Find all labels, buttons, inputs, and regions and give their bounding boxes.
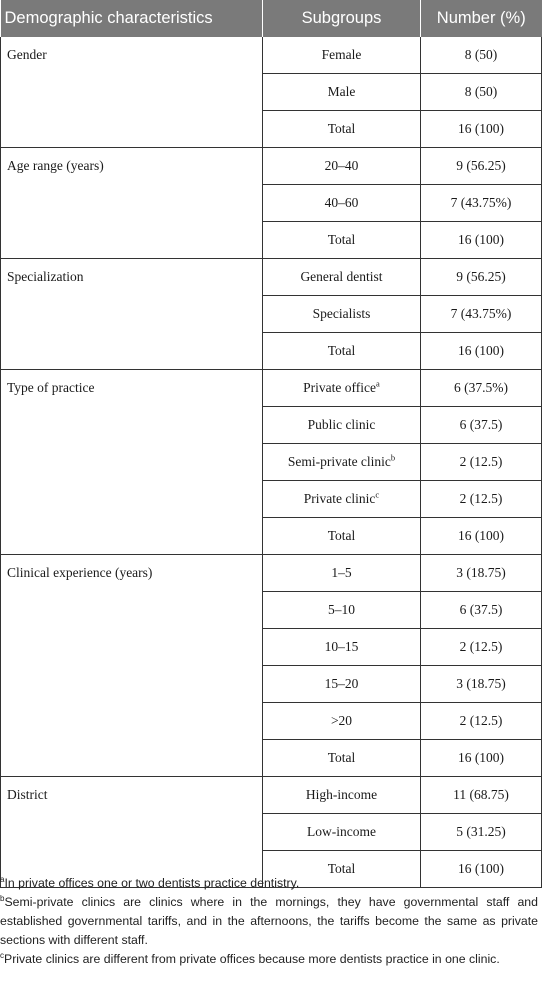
subgroup-label: Male — [327, 84, 356, 99]
footnote-b — [0, 893, 538, 950]
number-cell: 8 (50) — [421, 74, 542, 111]
subgroup-cell — [263, 185, 421, 222]
subgroup-label: Total — [327, 861, 356, 876]
subgroup-cell — [263, 518, 421, 555]
subgroup-label: Low-income — [307, 824, 376, 839]
subgroup-cell — [263, 407, 421, 444]
number-cell: 7 (43.75%) — [421, 185, 542, 222]
subgroup-label: Total — [327, 343, 356, 358]
subgroup-cell — [263, 740, 421, 777]
subgroup-label: Public clinic — [307, 417, 376, 432]
subgroup-cell — [263, 259, 421, 296]
subgroup-cell — [263, 666, 421, 703]
footnote-mark: c — [0, 950, 4, 960]
footnote-text: In private offices one or two dentists practice dentistry. — [4, 876, 300, 890]
subgroup-cell — [263, 629, 421, 666]
table-row — [1, 259, 542, 296]
subgroup-label: 10–15 — [324, 639, 359, 654]
subgroup-label: High-income — [305, 787, 378, 802]
number-cell: 5 (31.25) — [421, 814, 542, 851]
number-cell: 16 (100) — [421, 111, 542, 148]
number-cell: 3 (18.75) — [421, 666, 542, 703]
number-cell: 8 (50) — [421, 37, 542, 74]
number-cell: 2 (12.5) — [421, 444, 542, 481]
number-cell: 6 (37.5) — [421, 407, 542, 444]
table-row — [1, 555, 542, 592]
number-cell: 2 (12.5) — [421, 703, 542, 740]
number-cell: 16 (100) — [421, 740, 542, 777]
number-cell: 16 (100) — [421, 222, 542, 259]
number-cell: 2 (12.5) — [421, 629, 542, 666]
number-cell: 2 (12.5) — [421, 481, 542, 518]
category-cell: Clinical experience (years) — [1, 555, 263, 777]
number-cell: 16 (100) — [421, 851, 542, 888]
table-row — [1, 777, 542, 814]
subgroup-label: 5–10 — [328, 602, 355, 617]
subgroup-label: Private clinic — [303, 491, 376, 506]
table-header-row — [1, 0, 542, 37]
subgroup-label: 20–40 — [324, 158, 359, 173]
number-cell: 11 (68.75) — [421, 777, 542, 814]
footnote-a — [0, 874, 538, 893]
subgroup-cell — [263, 703, 421, 740]
number-cell: 9 (56.25) — [421, 148, 542, 185]
subgroup-label: Private office — [303, 380, 377, 395]
header-demographic-characteristics: Demographic characteristics — [1, 0, 263, 37]
subgroup-cell — [263, 222, 421, 259]
subgroup-label: Total — [327, 750, 356, 765]
subgroup-cell — [263, 148, 421, 185]
footnote-text: Private clinics are different from private offices because more dentists practice in one clinic. — [4, 952, 500, 966]
subgroup-label: >20 — [330, 713, 353, 728]
subgroup-cell — [263, 111, 421, 148]
table-row — [1, 37, 542, 74]
number-cell: 16 (100) — [421, 333, 542, 370]
subgroup-label: Total — [327, 232, 356, 247]
subgroup-cell — [263, 333, 421, 370]
footnote-ref: c — [375, 489, 380, 500]
subgroup-label: 1–5 — [331, 565, 352, 580]
subgroup-cell — [263, 777, 421, 814]
subgroup-label: Total — [327, 121, 356, 136]
category-cell: Gender — [1, 37, 263, 148]
subgroup-label: Semi-private clinic — [287, 454, 391, 469]
category-cell: Age range (years) — [1, 148, 263, 259]
footnotes — [0, 874, 538, 969]
footnote-text: Semi-private clinics are clinics where in the mornings, they have governmental staff and established governmental tariffs, and in the afternoons, the tariffs become the same as private sections with different staff. — [0, 895, 538, 947]
number-cell: 7 (43.75%) — [421, 296, 542, 333]
footnote-c — [0, 950, 538, 969]
subgroup-cell — [263, 481, 421, 518]
category-cell: Type of practice — [1, 370, 263, 555]
number-cell: 6 (37.5%) — [421, 370, 542, 407]
footnote-ref: b — [390, 452, 396, 463]
subgroup-cell — [263, 37, 421, 74]
subgroup-label: 40–60 — [324, 195, 359, 210]
category-cell: Specialization — [1, 259, 263, 370]
subgroup-cell — [263, 592, 421, 629]
footnote-mark: a — [0, 874, 5, 884]
subgroup-label: Female — [321, 47, 362, 62]
footnote-ref: a — [376, 378, 380, 389]
header-subgroups: Subgroups — [263, 0, 421, 37]
subgroup-cell — [263, 370, 421, 407]
subgroup-cell — [263, 814, 421, 851]
table-row — [1, 148, 542, 185]
footnote-mark: b — [0, 893, 5, 903]
category-cell: District — [1, 777, 263, 888]
number-cell: 6 (37.5) — [421, 592, 542, 629]
subgroup-cell — [263, 296, 421, 333]
table-body — [1, 37, 542, 888]
subgroup-label: Total — [327, 528, 356, 543]
subgroup-label: General dentist — [300, 269, 383, 284]
subgroup-cell — [263, 555, 421, 592]
table-row — [1, 370, 542, 407]
number-cell: 3 (18.75) — [421, 555, 542, 592]
subgroup-cell — [263, 74, 421, 111]
number-cell: 16 (100) — [421, 518, 542, 555]
number-cell: 9 (56.25) — [421, 259, 542, 296]
subgroup-label: 15–20 — [324, 676, 359, 691]
subgroup-label: Specialists — [312, 306, 371, 321]
subgroup-cell — [263, 444, 421, 481]
header-number-percent: Number (%) — [421, 0, 542, 37]
